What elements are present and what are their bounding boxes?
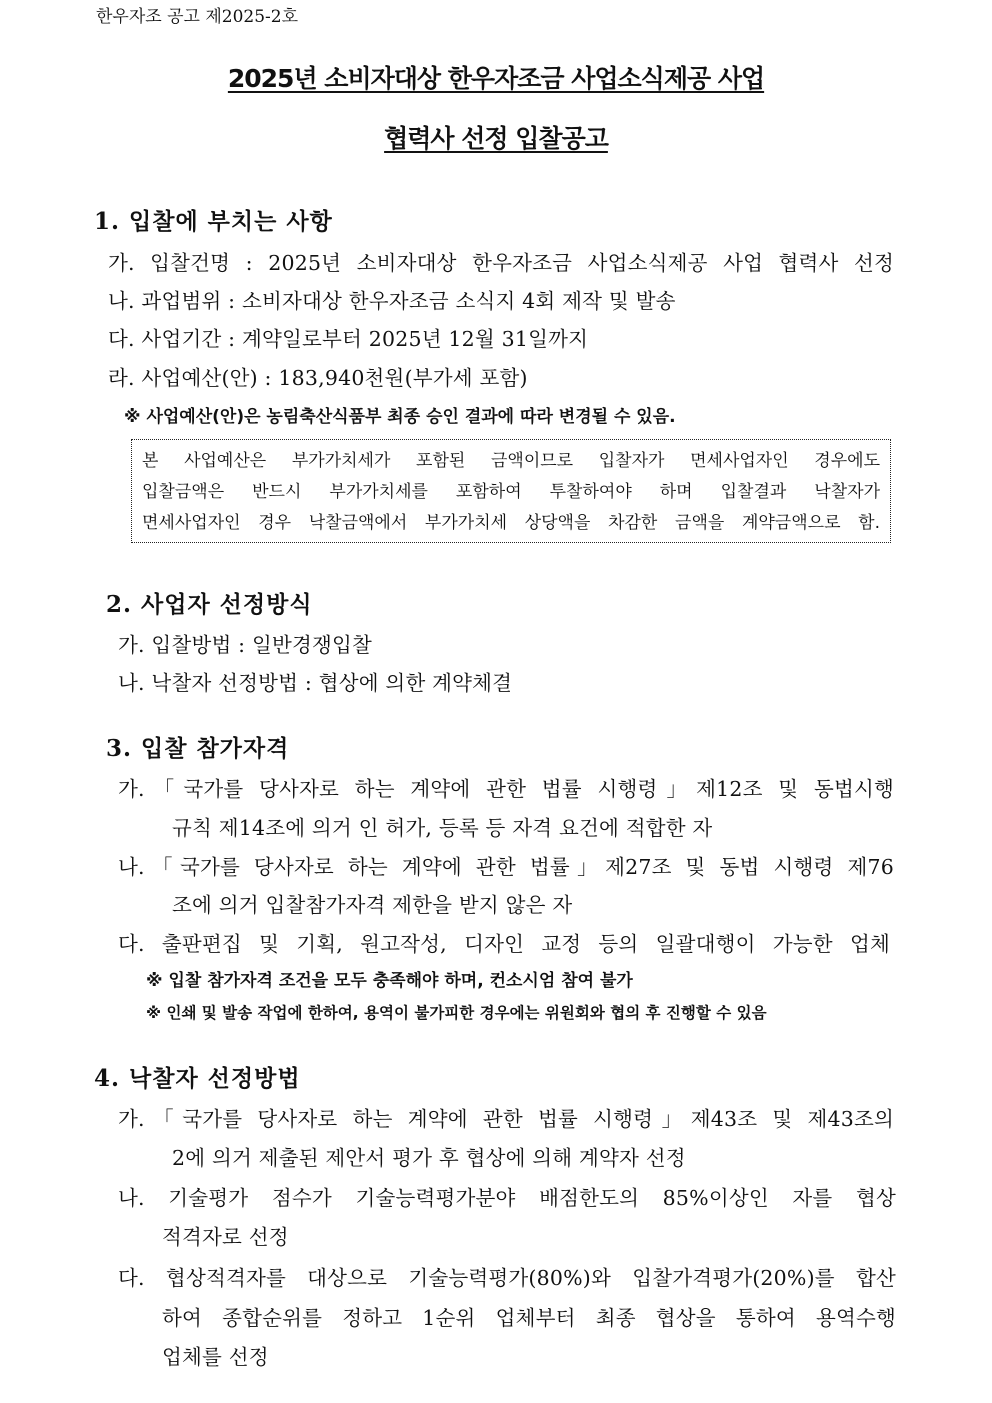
title-line-2: 협력사 선정 입찰공고 — [384, 124, 608, 153]
section1-note: ※ 사업예산(안)은 농림축산식품부 최종 승인 결과에 따라 변경될 수 있음. — [124, 407, 676, 427]
section3-item-ga-line2: 규칙 제14조에 의거 인 허가, 등록 등 자격 요건에 적합한 자 — [172, 816, 713, 840]
section3-item-da: 다. 출판편집 및 기획, 원고작성, 디자인 교정 등의 일괄대행이 가능한 업체 — [118, 932, 890, 956]
section4-item-da-line1: 다. 협상적격자를 대상으로 기술능력평가(80%)와 입찰가격평가(20%)를 합산 — [118, 1266, 896, 1290]
section3-item-na-line1: 나.「국가를 당사자로 하는 계약에 관한 법률」제27조 및 동법 시행령 제76 — [118, 855, 894, 879]
section1-heading: 1. 입찰에 부치는 사항 — [94, 208, 333, 235]
box-line: 본 사업예산은 부가가치세가 포함된 금액이므로 입찰자가 면세사업자인 경우에도 — [142, 451, 880, 471]
section2-heading: 2. 사업자 선정방식 — [106, 591, 313, 618]
budget-notice-box — [131, 439, 891, 543]
section4-item-na-line2: 적격자로 선정 — [162, 1225, 289, 1249]
section1-item-na: 나. 과업범위 : 소비자대상 한우자조금 소식지 4회 제작 및 발송 — [108, 289, 676, 313]
section3-item-ga-line1: 가.「국가를 당사자로 하는 계약에 관한 법률 시행령」제12조 및 동법시행 — [118, 777, 894, 801]
notice-number: 한우자조 공고 제2025-2호 — [96, 7, 299, 27]
section4-item-ga-line2: 2에 의거 제출된 제안서 평가 후 협상에 의해 계약자 선정 — [172, 1146, 686, 1170]
section4-item-da-line2: 하여 종합순위를 정하고 1순위 업체부터 최종 협상을 통하여 용역수행 — [162, 1306, 896, 1330]
section3-note-1: ※ 입찰 참가자격 조건을 모두 충족해야 하며, 컨소시엄 참여 불가 — [146, 971, 633, 991]
section4-heading: 4. 낙찰자 선정방법 — [94, 1065, 301, 1092]
section1-item-ra: 라. 사업예산(안) : 183,940천원(부가세 포함) — [108, 366, 528, 390]
section1-item-da: 다. 사업기간 : 계약일로부터 2025년 12월 31일까지 — [108, 327, 589, 351]
section2-item-ga: 가. 입찰방법 : 일반경쟁입찰 — [118, 633, 373, 657]
section4-item-na-line1: 나. 기술평가 점수가 기술능력평가분야 배점한도의 85%이상인 자를 협상 — [118, 1186, 896, 1210]
box-line: 면세사업자인 경우 낙찰금액에서 부가가치세 상당액을 차감한 금액을 계약금액으로 함. — [142, 513, 880, 533]
section2-item-na: 나. 낙찰자 선정방법 : 협상에 의한 계약체결 — [118, 671, 513, 695]
section3-note-2: ※ 인쇄 및 발송 작업에 한하여, 용역이 불가피한 경우에는 위원회와 협의 후 진행할 수 있음 — [146, 1004, 767, 1022]
box-line: 입찰금액은 반드시 부가가치세를 포함하여 투찰하여야 하며 입찰결과 낙찰자가 — [142, 482, 880, 502]
section4-item-da-line3: 업체를 선정 — [162, 1345, 269, 1369]
section4-item-ga-line1: 가.「국가를 당사자로 하는 계약에 관한 법률 시행령」제43조 및 제43조의 — [118, 1107, 894, 1131]
section1-item-ga: 가. 입찰건명 : 2025년 소비자대상 한우자조금 사업소식제공 사업 협력사 선정 — [108, 251, 894, 275]
title-line-1: 2025년 소비자대상 한우자조금 사업소식제공 사업 — [227, 64, 765, 93]
section3-heading: 3. 입찰 참가자격 — [106, 735, 290, 762]
section3-item-na-line2: 조에 의거 입찰참가자격 제한을 받지 않은 자 — [172, 893, 573, 917]
